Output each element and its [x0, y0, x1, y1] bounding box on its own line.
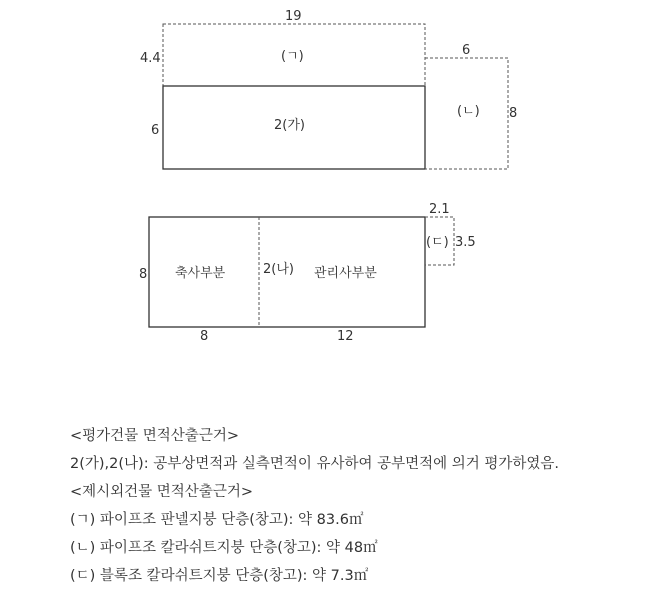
annex-n-height-label: 8	[509, 106, 518, 121]
note-annex-n: (ㄴ) 파이프조 칼라쉬트지붕 단층(창고): 약 48㎡	[70, 540, 378, 556]
building-na-label: 2(나)	[263, 262, 294, 277]
bottom-height-label: 8	[139, 267, 148, 282]
note-heading-evaluated: <평가건물 면적산출근거>	[70, 428, 239, 444]
annex-n-label: (ㄴ)	[457, 104, 480, 119]
area-calculation-notes	[70, 422, 559, 590]
annex-n-width-label: 6	[462, 43, 471, 58]
top-width-label: 19	[285, 9, 302, 24]
management-room-label: 관리사부분	[314, 266, 377, 281]
building-ga-label: 2(가)	[274, 118, 305, 133]
note-evaluated-basis: 2(가),2(나): 공부상면적과 실측면적이 유사하여 공부면적에 의거 평가하였음.	[70, 456, 560, 472]
note-annex-d: (ㄷ) 블록조 칼라쉬트지붕 단층(창고): 약 7.3㎡	[70, 568, 369, 584]
bottom-right-width-label: 12	[337, 329, 354, 344]
livestock-room-label: 축사부분	[175, 266, 226, 281]
annex-d-height-label: 3.5	[455, 235, 476, 250]
note-heading-external: <제시외건물 면적산출근거>	[70, 484, 253, 500]
annex-g-label: (ㄱ)	[281, 49, 304, 64]
annex-d-label: (ㄷ)	[426, 235, 449, 250]
top-upper-height-label: 4.4	[140, 51, 161, 66]
bottom-left-width-label: 8	[200, 329, 209, 344]
top-lower-height-label: 6	[151, 123, 160, 138]
annex-d-width-label: 2.1	[429, 202, 450, 217]
note-annex-g: (ㄱ) 파이프조 판넬지붕 단층(창고): 약 83.6㎡	[70, 512, 364, 528]
